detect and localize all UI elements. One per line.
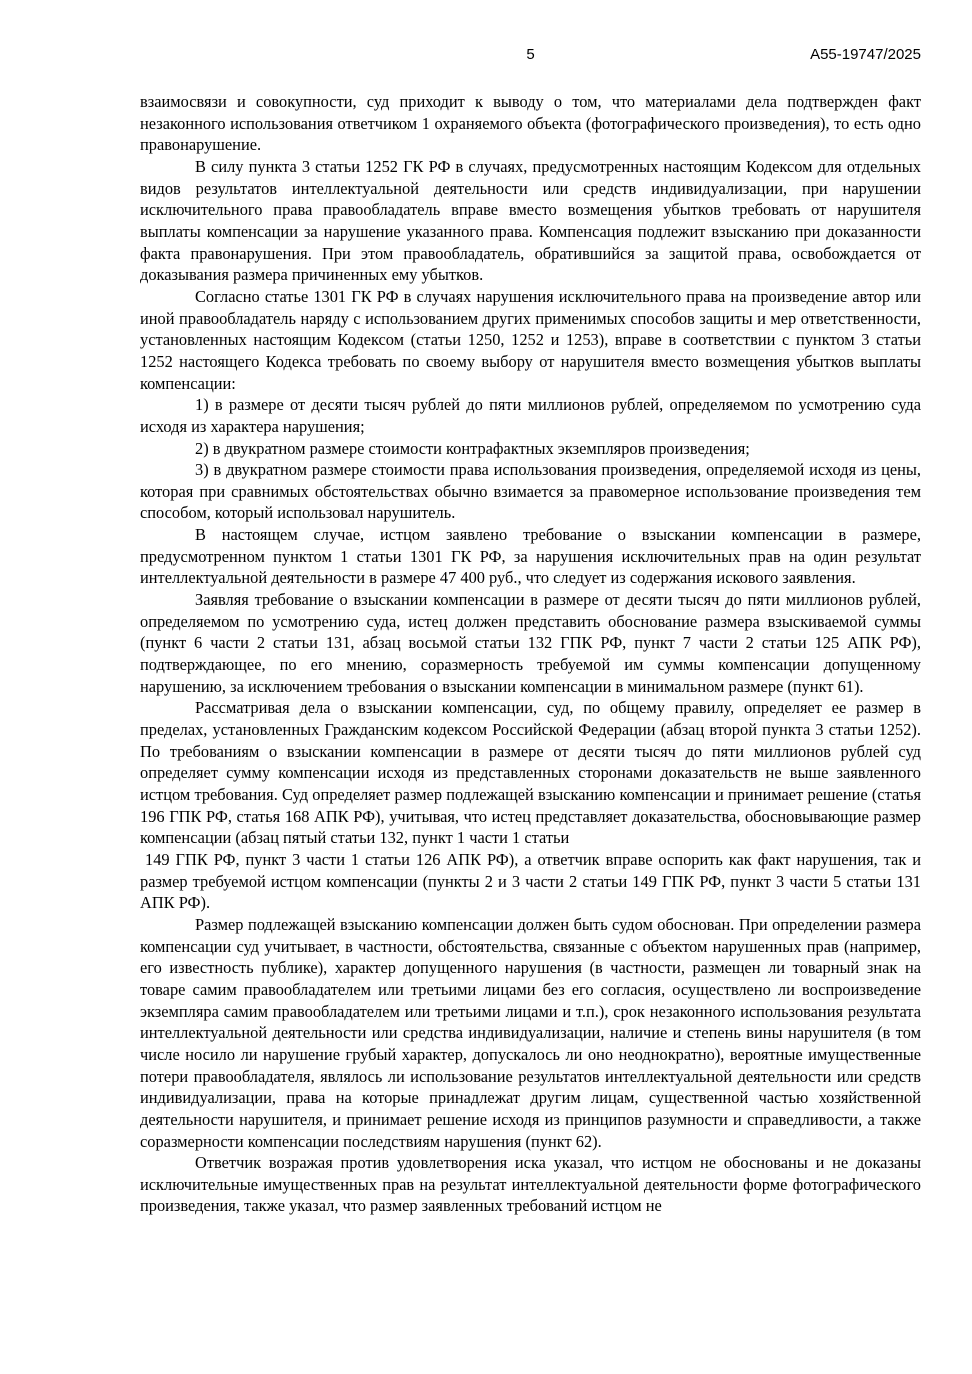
paragraph: Согласно статье 1301 ГК РФ в случаях нарушения исключительного права на произведение автор или иной правообладатель наряду с использованием других применимых способов защиты и мер ответственности, установленных настоящим Кодексом (статьи 1250, 1252 и 1253), вправе в соответствии с пунктом 3 статьи 1252 настоящего Кодекса требовать по своему выбору от нарушителя вместо возмещения убытков выплаты компенсации: (140, 286, 921, 393)
paragraph: В силу пункта 3 статьи 1252 ГК РФ в случаях, предусмотренных настоящим Кодексом для отдельных видов результатов интеллектуальной деятельности или средств индивидуализации, при нарушении исключительного права правообладатель вправе вместо возмещения убытков требовать от нарушителя выплаты компенсации за нарушение указанного права. Компенсация подлежит взысканию при доказанности факта правонарушения. При этом правообладатель, обратившийся за защитой права, освобождается от доказывания размера причиненных ему убытков. (140, 156, 921, 285)
case-number: А55-19747/2025 (810, 46, 921, 63)
list-item-3: 3) в двукратном размере стоимости права использования произведения, определяемой исходя из цены, которая при сравнимых обстоятельствах обычно взимается за правомерное использование произведения тем способом, который использовал нарушитель. (140, 460, 921, 523)
paragraph: Заявляя требование о взыскании компенсации в размере от десяти тысяч до пяти миллионов рублей, определяемом по усмотрению суда, истец должен представить обоснование размера взыскиваемой суммы (пункт 6 части 2 статьи 131, абзац восьмой статьи 132 ГПК РФ, пункт 7 части 2 статьи 125 АПК РФ), подтверждающее, по его мнению, соразмерность требуемой им суммы компенсации допущенному нарушению, за исключением требования о взыскании компенсации в минимальном размере (пункт 61). (140, 590, 921, 696)
paragraph: Рассматривая дела о взыскании компенсации, суд, по общему правилу, определяет ее размер в пределах, установленных Гражданским кодексом Российской Федерации (абзац второй пункта 3 статьи 1252). По требованиям о взыскании компенсации в размере от десяти тысяч до пяти миллионов рублей суд определяет сумму компенсации исходя из представленных сторонами доказательств не выше заявленного истцом требования. Суд определяет размер подлежащей взысканию компенсации и принимает решение (статья 196 ГПК РФ, статья 168 АПК РФ), учитывая, что истец представляет доказательства, обосновывающие размер компенсации (абзац пятый статьи 132, пункт 1 части 1 статьи (140, 698, 921, 848)
content-column (140, 46, 921, 1217)
paragraph: В настоящем случае, истцом заявлено требование о взыскании компенсации в размере, предусмотренном пунктом 1 статьи 1301 ГК РФ, за нарушения исключительных прав на один результат интеллектуальной деятельности в размере 47 400 руб., что следует из содержания искового заявления. (140, 525, 921, 588)
document-body (140, 91, 921, 1217)
page-number: 5 (526, 46, 535, 63)
paragraph: Размер подлежащей взысканию компенсации должен быть судом обоснован. При определении размера компенсации суд учитывает, в частности, обстоятельства, связанные с объектом нарушенных прав (например, его известность публике), характер допущенного нарушения (в частности, размещен ли товарный знак на товаре самим правообладателем или третьими лицами без его согласия, осуществлено ли воспроизведение экземпляра самим правообладателем или третьими лицами и т.п.), срок незаконного использования результата интеллектуальной деятельности или средства индивидуализации, наличие и степень вины нарушителя (в том числе носило ли нарушение грубый характер, допускалось ли оно неоднократно), вероятные имущественные потери правообладателя, являлось ли использование результатов интеллектуальной деятельности или средств индивидуализации, права на которые принадлежат другим лицам, существенной частью хозяйственной деятельности нарушителя, и принимает решение исходя из принципов разумности и справедливости, а также соразмерности компенсации последствиям нарушения (пункт 62). (140, 914, 921, 1151)
list-item-2: 2) в двукратном размере стоимости контрафактных экземпляров произведения; (195, 438, 750, 458)
list-item-1: 1) в размере от десяти тысяч рублей до пяти миллионов рублей, определяемом по усмотрению суда исходя из характера нарушения; (140, 395, 921, 436)
paragraph: Ответчик возражая против удовлетворения иска указал, что истцом не обоснованы и не доказаны исключительные имущественных прав на результат интеллектуальной деятельности форме фотографического произведения, также указал, что размер заявленных требований истцом не (140, 1153, 921, 1216)
paragraph-continuation: 149 ГПК РФ, пункт 3 части 1 статьи 126 АПК РФ), а ответчик вправе оспорить как факт нарушения, так и размер требуемой истцом компенсации (пункты 2 и 3 части 2 статьи 149 ГПК РФ, пункт 3 части 5 статьи 131 АПК РФ). (140, 849, 921, 913)
paragraph: взаимосвязи и совокупности, суд приходит к выводу о том, что материалами дела подтвержден факт незаконного использования ответчиком 1 охраняемого объекта (фотографического произведения), то есть одно правонарушение. (140, 92, 921, 155)
page-header (140, 46, 921, 66)
